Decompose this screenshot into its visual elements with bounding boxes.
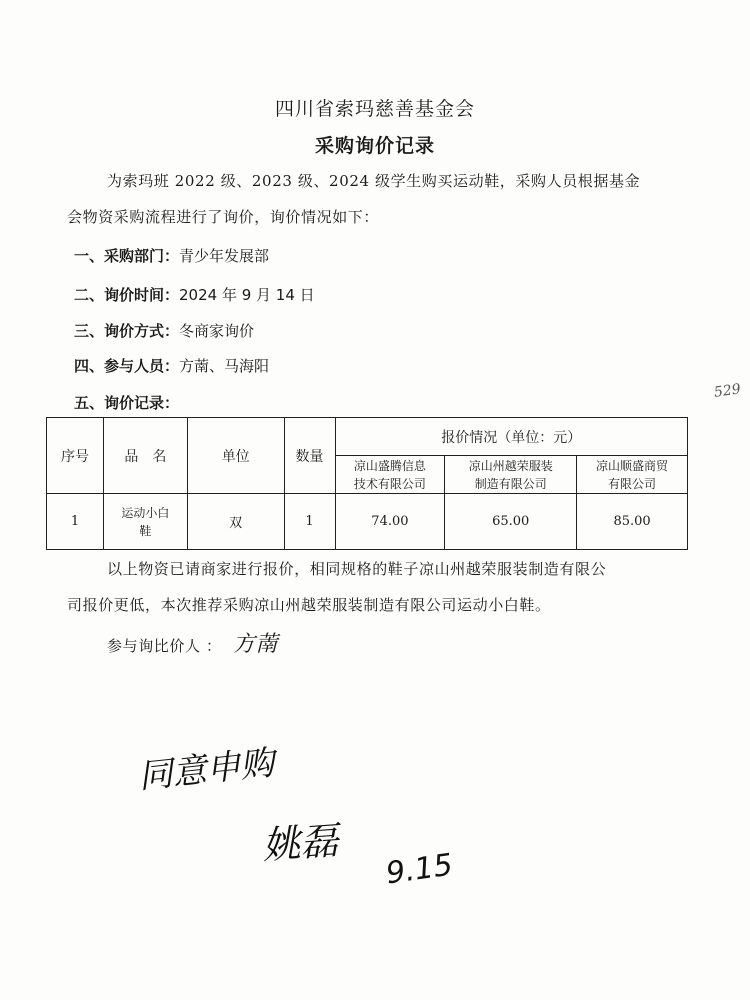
cell-name-line: 鞋 [139, 523, 152, 538]
intro-line-2: 会物资采购流程进行了询价，询价情况如下： [67, 208, 380, 226]
header-qty: 数量 [284, 418, 335, 494]
cell-name-line: 运动小白 [121, 505, 170, 520]
vendor-header [335, 456, 445, 494]
vendor-name-line: 技术有限公司 [353, 476, 426, 491]
conclusion-line-2: 司报价更低，本次推荐采购凉山州越荣服装制造有限公司运动小白鞋。 [67, 596, 551, 614]
item-date [74, 284, 315, 305]
intro-line-1: 为索玛班 2022 级、2023 级、2024 级学生购买运动鞋，采购人员根据基金 [107, 172, 641, 190]
header-no: 序号 [47, 418, 104, 494]
header-unit: 单位 [187, 418, 284, 494]
vendor-name-line: 凉山顺盛商贸 [596, 458, 669, 473]
item-label: 二、询价时间： [74, 286, 180, 304]
item-label: 四、参与人员： [74, 357, 180, 375]
header-quote: 报价情况（单位：元） [335, 418, 688, 456]
item-department [74, 245, 269, 266]
org-name: 四川省索玛慈善基金会 [274, 98, 475, 120]
item-value: 冬商家询价 [179, 322, 255, 340]
vendor-name-line: 凉山州越荣服装 [468, 458, 553, 473]
vendor-header [577, 456, 688, 494]
item-records [74, 392, 179, 413]
signoff-signature: 方萳 [232, 632, 279, 657]
item-method [74, 320, 254, 341]
cell-unit: 双 [187, 494, 284, 550]
cell-price: 65.00 [445, 494, 577, 550]
item-value: 方萳、马海阳 [179, 357, 270, 375]
intro-paragraph [67, 163, 687, 235]
item-label: 一、采购部门： [74, 247, 180, 265]
vendor-name-line: 有限公司 [608, 476, 657, 491]
cell-no: 1 [47, 494, 104, 550]
approval-date: 9.15 [383, 847, 455, 892]
approval-handwriting: 同意申购 [136, 742, 277, 797]
cell-name [103, 494, 187, 550]
vendor-name-line: 制造有限公司 [474, 476, 547, 491]
item-value: 2024 年 9 月 14 日 [179, 286, 315, 304]
approver-signature: 姚磊 [260, 818, 340, 868]
margin-note: 529 [713, 381, 742, 401]
item-label: 三、询价方式： [74, 322, 180, 340]
quote-table [46, 417, 688, 550]
vendor-header [445, 456, 577, 494]
cell-qty: 1 [284, 494, 335, 550]
cell-price: 74.00 [335, 494, 445, 550]
vendor-name-line: 凉山盛腾信息 [353, 458, 426, 473]
signoff-line [107, 627, 727, 664]
header-name: 品 名 [103, 418, 187, 494]
table-row [47, 494, 688, 550]
item-participants [74, 355, 269, 376]
signoff-label: 参与询比价人 ： [107, 637, 222, 655]
conclusion-paragraph [67, 551, 687, 623]
cell-price: 85.00 [577, 494, 688, 550]
item-value: 青少年发展部 [179, 247, 270, 265]
conclusion-line-1: 以上物资已请商家进行报价，相同规格的鞋子凉山州越荣服装制造有限公 [107, 560, 607, 578]
item-label: 五、询价记录： [74, 394, 180, 412]
doc-title: 采购询价记录 [314, 135, 435, 157]
